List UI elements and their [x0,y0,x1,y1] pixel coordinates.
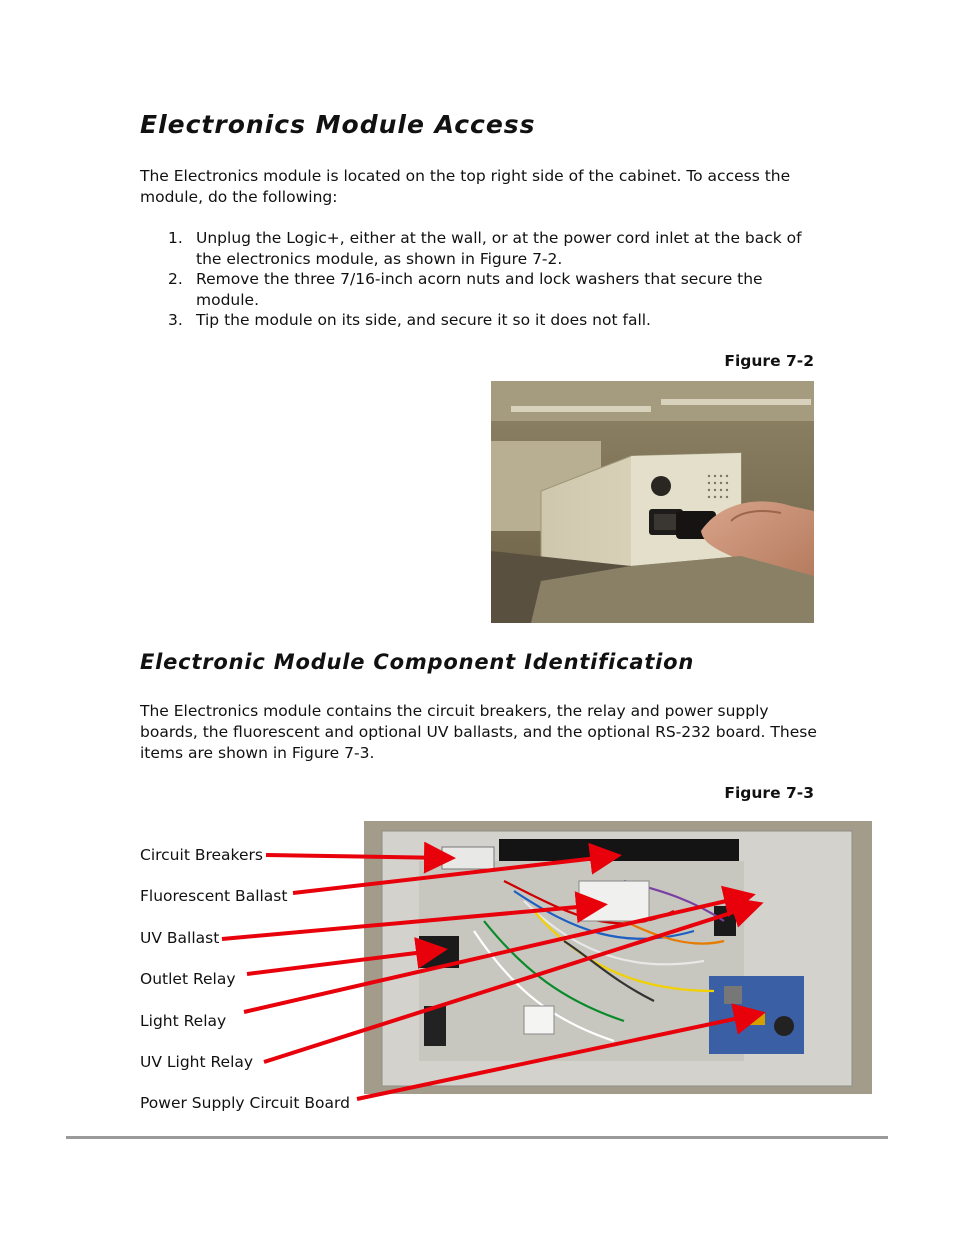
arrow-circuit-breakers [266,855,448,858]
callout-light-relay: Light Relay [140,1012,227,1030]
arrow-fluorescent-ballast [293,856,614,893]
arrow-power-supply-board [357,1014,758,1099]
callout-outlet-relay: Outlet Relay [140,970,236,988]
footer-rule [66,1136,888,1139]
section-title-identification: Electronic Module Component Identification [140,650,695,674]
step-number: 3. [168,311,183,329]
callout-fluorescent-ballast: Fluorescent Ballast [140,887,288,905]
step-text: Unplug the Logic+, either at the wall, or at the power cord inlet at the back of the electronics module, as shown in Figure 7-2. [196,229,802,268]
section-title-access: Electronics Module Access [140,110,536,139]
figure-7-2-label: Figure 7-2 [724,352,814,370]
callout-uv-light-relay: UV Light Relay [140,1053,254,1071]
identification-intro: The Electronics module contains the circuit breakers, the relay and power supply boards, the fluorescent and optional UV ballasts, and the optional RS-232 board. These items are shown in Figure 7-3. [140,702,817,762]
step-text: Remove the three 7/16-inch acorn nuts and lock washers that secure the module. [196,270,763,309]
figure-7-3-label: Figure 7-3 [724,784,814,802]
step-text: Tip the module on its side, and secure it so it does not fall. [196,311,651,329]
step-number: 2. [168,270,183,288]
step-number: 1. [168,229,183,247]
arrow-outlet-relay [247,950,440,974]
access-intro: The Electronics module is located on the top right side of the cabinet. To access the module, do the following: [140,167,791,206]
callout-circuit-breakers: Circuit Breakers [140,846,263,864]
callout-uv-ballast: UV Ballast [140,929,220,947]
arrow-uv-ballast [222,905,600,939]
callout-power-supply-board: Power Supply Circuit Board [140,1094,350,1112]
